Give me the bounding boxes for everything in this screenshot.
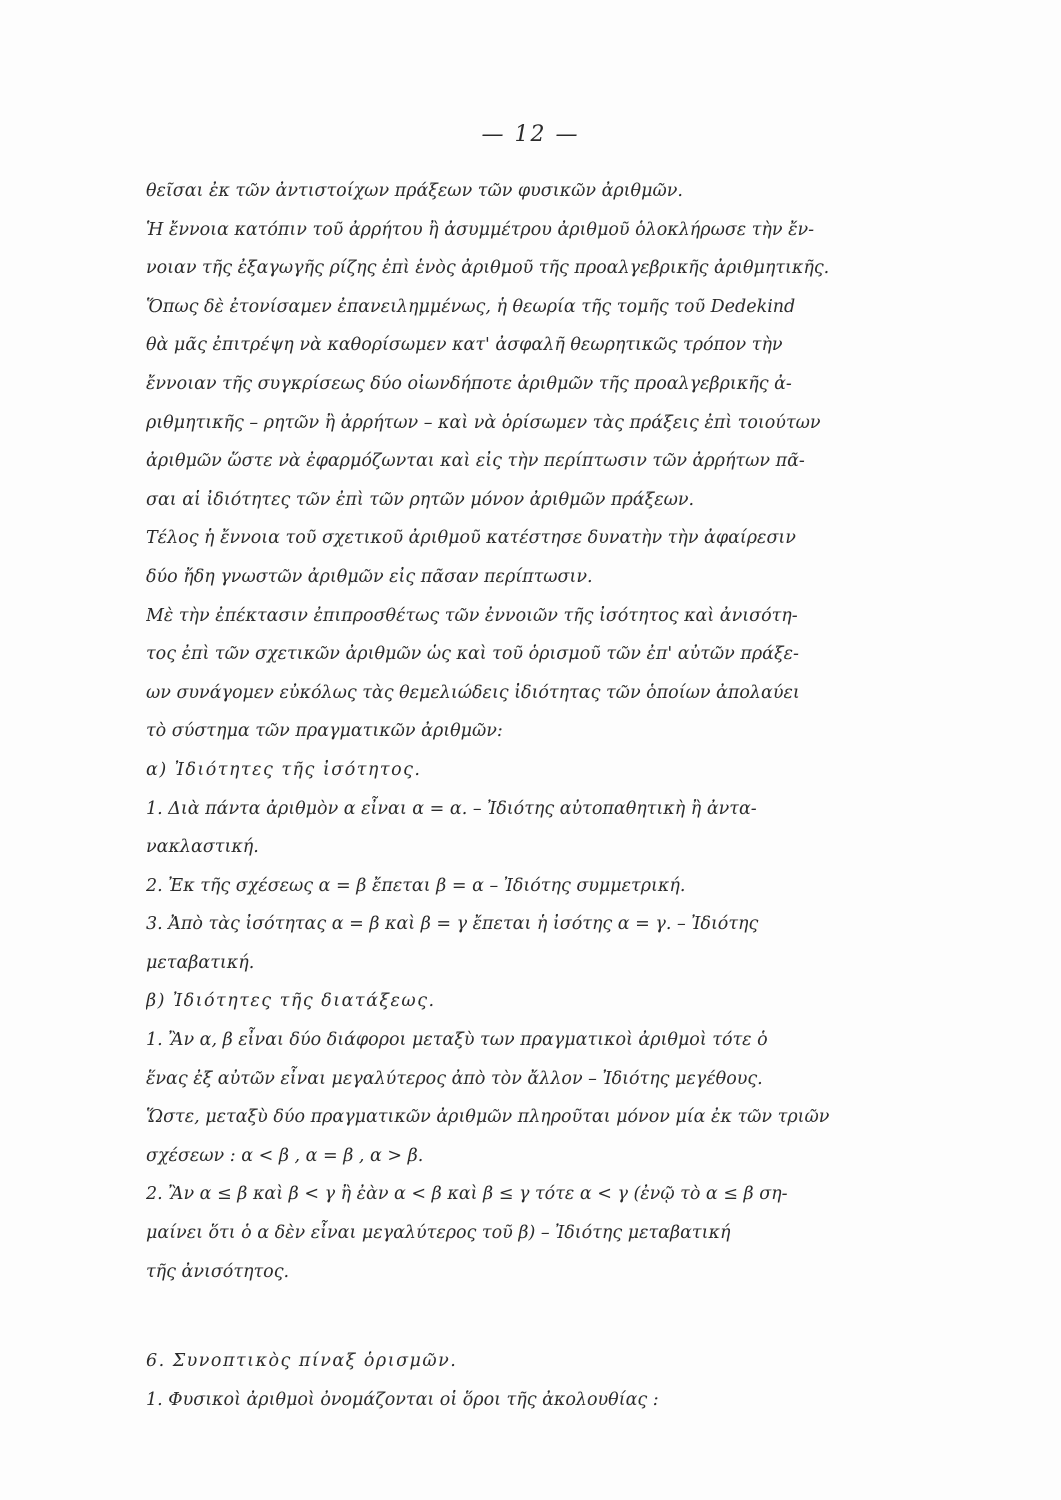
text-line: 2. Ἐκ τῆς σχέσεως α = β ἔπεται β = α – Ἰδιότης συμμετρική. (146, 875, 686, 896)
text-line: ων συνάγομεν εὐκόλως τὰς θεμελιώδεις ἰδιότητας τῶν ὁποίων ἀπολαύει (146, 682, 800, 703)
text-line: 1. Διὰ πάντα ἀριθμὸν α εἶναι α = α. – Ἰδιότης αὐτοπαθητικὴ ἢ ἀντα- (146, 798, 757, 819)
text-line: Ἡ ἔννοια κατόπιν τοῦ ἀρρήτου ἢ ἀσυμμέτρου ἀριθμοῦ ὁλοκλήρωσε τὴν ἔν- (146, 219, 815, 240)
body-text (146, 172, 966, 1291)
subheading-equality-properties: α) Ἰδιότητες τῆς ἰσότητος. (146, 759, 422, 780)
text-line: θεῖσαι ἐκ τῶν ἀντιστοίχων πράξεων τῶν φυσικῶν ἀριθμῶν. (146, 181, 683, 201)
text-line: ἀριθμῶν ὥστε νὰ ἐφαρμόζωνται καὶ εἰς τὴν περίπτωσιν τῶν ἀρρήτων πᾶ- (146, 451, 805, 472)
text-line: νοιαν τῆς ἐξαγωγῆς ρίζης ἐπὶ ἑνὸς ἀριθμοῦ τῆς προαλγεβρικῆς ἀριθμητικῆς. (146, 258, 830, 279)
text-line: σχέσεων : α < β , α = β , α > β. (146, 1145, 424, 1166)
text-line: Ὅπως δὲ ἐτονίσαμεν ἐπανειλημμένως, ἡ θεωρία τῆς τομῆς τοῦ Dedekind (146, 296, 796, 317)
text-line: θὰ μᾶς ἐπιτρέψη νὰ καθορίσωμεν κατ' ἀσφαλῆ θεωρητικῶς τρόπον τὴν (146, 335, 783, 356)
text-line: τῆς ἀνισότητος. (146, 1261, 290, 1282)
definitions-section (146, 1342, 966, 1419)
text-line: μεταβατική. (146, 952, 255, 973)
text-line: τὸ σύστημα τῶν πραγματικῶν ἀριθμῶν: (146, 721, 503, 742)
text-line: 1. Φυσικοὶ ἀριθμοὶ ὀνομάζονται οἱ ὅροι τῆς ἀκολουθίας : (146, 1389, 659, 1410)
text-line: 3. Ἀπὸ τὰς ἰσότητας α = β καὶ β = γ ἔπεται ἡ ἰσότης α = γ. – Ἰδιότης (146, 914, 759, 935)
text-line: νακλαστική. (146, 837, 259, 858)
text-line: σαι αἱ ἰδιότητες τῶν ἐπὶ τῶν ρητῶν μόνον ἀριθμῶν πράξεων. (146, 489, 695, 510)
text-line: ἔννοιαν τῆς συγκρίσεως δύο οἱωνδήποτε ἀριθμῶν τῆς προαλγεβρικῆς ἀ- (146, 373, 792, 394)
text-line: Τέλος ἡ ἔννοια τοῦ σχετικοῦ ἀριθμοῦ κατέστησε δυνατὴν τὴν ἀφαίρεσιν (146, 528, 796, 549)
page-number: — 12 — (481, 122, 580, 147)
text-line: 2. Ἂν α ≤ β καὶ β < γ ἢ ἐὰν α < β καὶ β ≤ γ τότε α < γ (ἐνῷ τὸ α ≤ β ση- (146, 1184, 788, 1205)
text-line: 1. Ἂν α, β εἶναι δύο διάφοροι μεταξὺ των πραγματικοὶ ἀριθμοὶ τότε ὁ (146, 1030, 768, 1051)
text-line: ἕνας ἐξ αὐτῶν εἶναι μεγαλύτερος ἀπὸ τὸν ἄλλον – Ἰδιότης μεγέθους. (146, 1068, 763, 1089)
text-line: Ὥστε, μεταξὺ δύο πραγματικῶν ἀριθμῶν πληροῦται μόνον μία ἐκ τῶν τριῶν (146, 1107, 830, 1128)
subheading-order-properties: β) Ἰδιότητες τῆς διατάξεως. (146, 991, 436, 1012)
text-line: μαίνει ὅτι ὁ α δὲν εἶναι μεγαλύτερος τοῦ β) – Ἰδιότης μεταβατική (146, 1223, 731, 1244)
section-heading: 6. Συνοπτικὸς πίναξ ὁρισμῶν. (146, 1351, 458, 1371)
text-line: δύο ἤδη γνωστῶν ἀριθμῶν εἰς πᾶσαν περίπτωσιν. (146, 566, 593, 587)
text-line: ριθμητικῆς – ρητῶν ἢ ἀρρήτων – καὶ νὰ ὁρίσωμεν τὰς πράξεις ἐπὶ τοιούτων (146, 412, 821, 433)
text-line: τος ἐπὶ τῶν σχετικῶν ἀριθμῶν ὡς καὶ τοῦ ὁρισμοῦ τῶν ἐπ' αὐτῶν πράξε- (146, 644, 799, 665)
text-line: Μὲ τὴν ἐπέκτασιν ἐπιπροσθέτως τῶν ἐννοιῶν τῆς ἰσότητος καὶ ἀνισότη- (146, 605, 798, 626)
